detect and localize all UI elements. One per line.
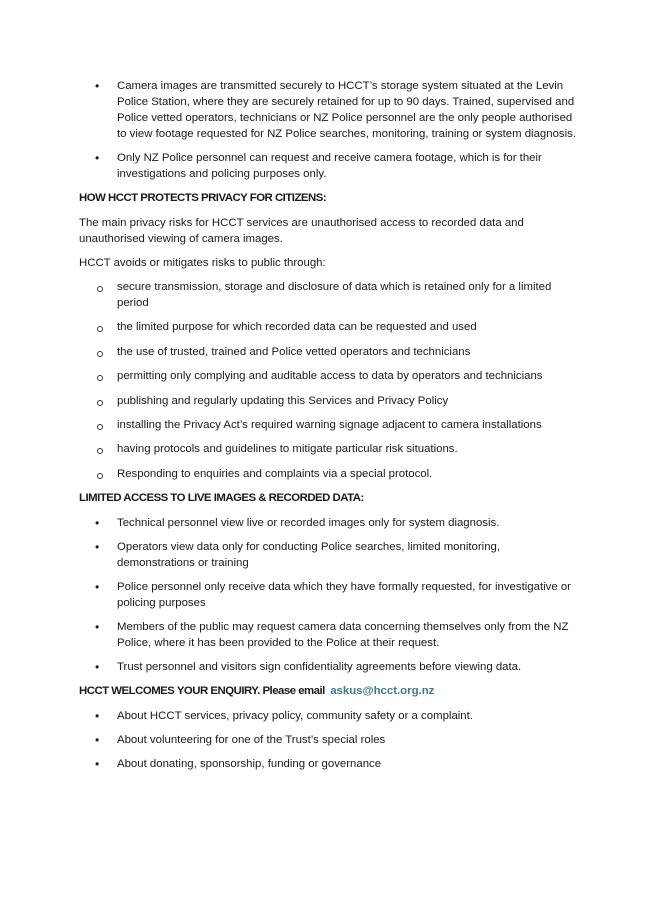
list-item: • Police personnel only receive data which they have formally requested, for investigative or policing purposes <box>95 580 571 610</box>
bullet-icon: • <box>95 757 100 772</box>
bullet-icon: • <box>95 79 100 93</box>
list-item: the limited purpose for which recorded data can be requested and used <box>117 321 477 334</box>
list-item: publishing and regularly updating this Services and Privacy Policy <box>117 394 449 407</box>
list-item: permitting only complying and auditable access to data by operators and technicians <box>117 370 543 383</box>
list-item: • Camera images are transmitted securely to HCCT’s storage system situated at the Levin Police Station, where they are securely retained for up to 90 days. Trained, supervised and Police vetted operators, technicians or NZ Police personnel are the only people authorised to view footage requested for NZ Police searches, monitoring, training or system diagnosis. <box>95 79 577 140</box>
access-bullet-list <box>79 515 579 675</box>
list-item: • Technical personnel view live or recorded images only for system diagnosis. <box>95 516 500 531</box>
bullet-icon: • <box>95 733 100 748</box>
list-item: • About volunteering for one of the Trust’s special roles <box>95 733 386 748</box>
list-item: the use of trusted, trained and Police vetted operators and technicians <box>117 345 471 358</box>
list-item: • Members of the public may request camera data concerning themselves only from the NZ Police, where it has been provided to the Police at their request. <box>95 620 569 650</box>
bullet-icon: • <box>95 709 100 724</box>
list-item: • Operators view data only for conducting Police searches, limited monitoring, demonstrations or training <box>95 540 501 570</box>
bullet-icon: • <box>95 151 100 165</box>
list-item: secure transmission, storage and disclosure of data which is retained only for a limited period <box>117 281 552 309</box>
bullet-icon: • <box>95 620 100 635</box>
email-link[interactable]: askus@hcct.org.nz <box>330 685 435 698</box>
list-item: having protocols and guidelines to mitigate particular risk situations. <box>117 443 458 456</box>
bullet-icon: • <box>95 540 100 555</box>
privacy-paragraph-1: The main privacy risks for HCCT services are unauthorised access to recorded data and unauthorised viewing of camera images. <box>79 217 524 245</box>
enquiry-bullet-list <box>79 708 579 772</box>
bullet-icon: • <box>95 660 100 675</box>
bullet-icon: • <box>95 516 100 531</box>
list-item: Responding to enquiries and complaints via a special protocol. <box>117 467 433 480</box>
access-heading: LIMITED ACCESS TO LIVE IMAGES & RECORDED DATA: <box>79 492 364 505</box>
enquiry-heading <box>79 683 579 699</box>
list-item: • Only NZ Police personnel can request and receive camera footage, which is for their investigations and policing purposes only. <box>95 151 542 180</box>
privacy-heading: HOW HCCT PROTECTS PRIVACY FOR CITIZENS: <box>79 192 327 204</box>
list-item: • About donating, sponsorship, funding or governance <box>95 757 382 772</box>
enquiry-heading-text: HCCT WELCOMES YOUR ENQUIRY. Please email <box>79 685 325 698</box>
list-item: • About HCCT services, privacy policy, community safety or a complaint. <box>95 709 473 724</box>
privacy-paragraph-2: HCCT avoids or mitigates risks to public through: <box>79 257 326 269</box>
bullet-icon: • <box>95 580 100 595</box>
list-item: installing the Privacy Act’s required warning signage adjacent to camera installations <box>117 418 542 431</box>
document-content <box>79 78 579 780</box>
list-item: • Trust personnel and visitors sign confidentiality agreements before viewing data. <box>95 660 522 675</box>
privacy-measures-list <box>79 279 579 482</box>
intro-bullet-list <box>79 78 579 182</box>
